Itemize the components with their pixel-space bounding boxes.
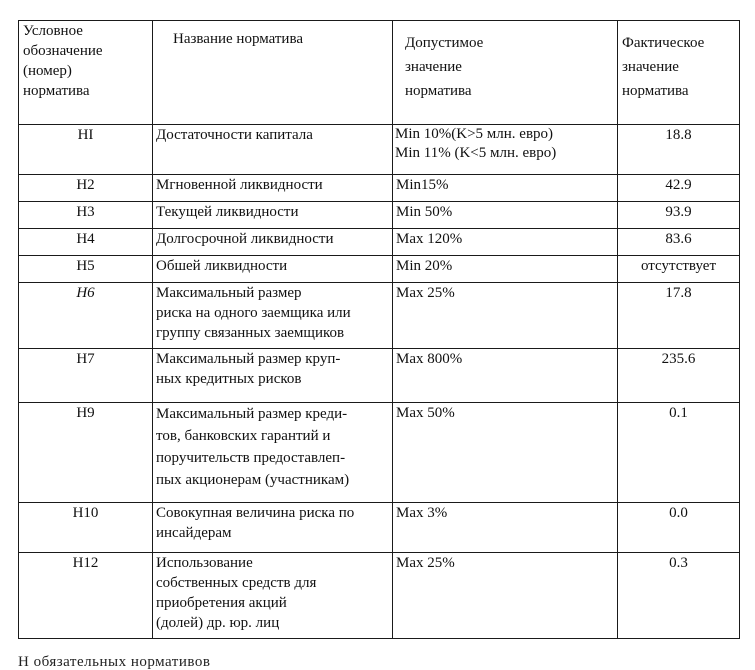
- norm-allowed: Max 800%: [393, 349, 618, 403]
- norm-allowed: Min 20%: [393, 256, 618, 283]
- norm-allowed: Max 25%: [393, 553, 618, 639]
- norm-code: H5: [19, 256, 153, 283]
- norm-actual: 17.8: [618, 283, 740, 349]
- table-row: [19, 403, 740, 503]
- norm-allowed: Min 50%: [393, 202, 618, 229]
- norm-allowed: Max 120%: [393, 229, 618, 256]
- norm-name: Текущей ликвидности: [153, 202, 393, 229]
- norm-allowed: Max 3%: [393, 503, 618, 553]
- norm-code: H10: [19, 503, 153, 553]
- table-row: [19, 349, 740, 403]
- header-code: Условное обозначение (номер) норматива: [19, 21, 153, 125]
- table-row: [19, 256, 740, 283]
- norm-name: Обшей ликвидности: [153, 256, 393, 283]
- norm-allowed: Max 25%: [393, 283, 618, 349]
- header-actual: Фактическое значение норматива: [618, 21, 740, 125]
- norm-code: H7: [19, 349, 153, 403]
- norm-actual: 0.3: [618, 553, 740, 639]
- norm-name: Использование собственных средств для приобретения акций (долей) др. юр. лиц: [153, 553, 393, 639]
- norm-code: H12: [19, 553, 153, 639]
- norm-allowed: Max 50%: [393, 403, 618, 503]
- norm-name: Мгновенной ликвидности: [153, 175, 393, 202]
- norm-allowed: Min15%: [393, 175, 618, 202]
- norm-name: Максимальный размер риска на одного заемщика или группу связанных заемщиков: [153, 283, 393, 349]
- norm-code: H2: [19, 175, 153, 202]
- norm-name: Достаточности капитала: [153, 125, 393, 175]
- norms-table: [18, 20, 740, 639]
- norm-name: Совокупная величина риска по инсайдерам: [153, 503, 393, 553]
- table-row: [19, 229, 740, 256]
- norm-actual: 0.1: [618, 403, 740, 503]
- norm-actual: 93.9: [618, 202, 740, 229]
- norm-code: H3: [19, 202, 153, 229]
- norm-name: Долгосрочной ликвидности: [153, 229, 393, 256]
- norm-code: H9: [19, 403, 153, 503]
- table-row: [19, 503, 740, 553]
- norm-name: Максимальный размер креди- тов, банковских гарантий и поручительств предоставлеп- пых акционерам (участникам): [153, 403, 393, 503]
- norm-actual: 0.0: [618, 503, 740, 553]
- table-row: [19, 202, 740, 229]
- norm-code: HI: [19, 125, 153, 175]
- norm-code: H4: [19, 229, 153, 256]
- header-name: Название норматива: [153, 21, 393, 125]
- norm-actual: 235.6: [618, 349, 740, 403]
- table-row: [19, 125, 740, 175]
- table-header-row: [19, 21, 740, 125]
- table-row: [19, 553, 740, 639]
- norm-actual: 42.9: [618, 175, 740, 202]
- header-allowed: Допустимое значение норматива: [393, 21, 618, 125]
- norm-code: H6: [19, 283, 153, 349]
- cut-off-footer-text: Н обязательных нормативов: [18, 654, 211, 670]
- norm-actual: 18.8: [618, 125, 740, 175]
- table-row: [19, 175, 740, 202]
- table-row: [19, 283, 740, 349]
- norm-actual: 83.6: [618, 229, 740, 256]
- norm-allowed: Min 10%(K>5 млн. евро) Min 11% (K<5 млн. евро): [393, 125, 618, 175]
- norm-name: Максимальный размер круп- ных кредитных рисков: [153, 349, 393, 403]
- norm-actual: отсутствует: [618, 256, 740, 283]
